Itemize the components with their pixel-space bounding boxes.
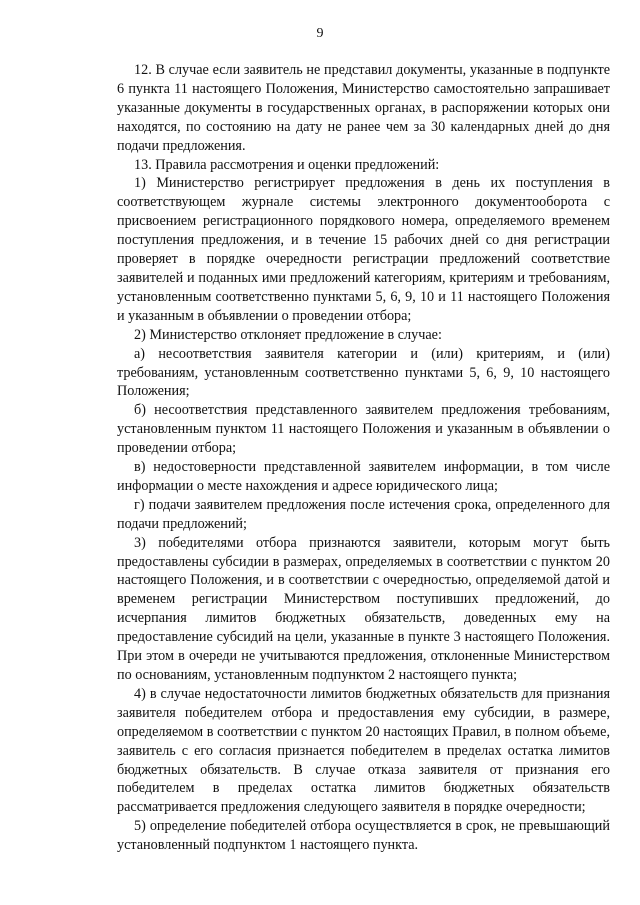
paragraph-13-heading: 13. Правила рассмотрения и оценки предложений: [134,156,440,173]
rejection-reason-b: б) несоответствия представленного заявителем предложения требованиям, установленным пунктом 11 настоящего Положения и указанным в объявлении о проведении отбора; [117,402,610,457]
subitem-2-rejection: 2) Министерство отклоняет предложение в случае: [134,326,442,343]
paragraph-12: 12. В случае если заявитель не представил документы, указанные в подпункте 6 пункта 11 настоящего Положения, Министерство самостоятельно запрашивает указанные документы в государственных органах, в распоряжении которых они находятся, по состоянию на дату не ранее чем за 30 календарных дней до дня подачи предложения. [117,62,610,154]
document-body [117,61,610,855]
rejection-reason-a: а) несоответствия заявителя категории и (или) критериям, и (или) требованиям, установленным соответственно пунктами 5, 6, 9, 10 настоящего Положения; [117,345,610,400]
rejection-reason-v: в) недостоверности представленной заявителем информации, в том числе информации о месте нахождения и адресе юридического лица; [117,459,610,494]
subitem-1-registration: 1) Министерство регистрирует предложения в день их поступления в соответствующем журнале системы электронного документооборота с присвоением регистрационного порядкового номера, определяемого временем поступления предложения, и в течение 15 рабочих дней со дня регистрации проверяет в порядке очередности регистрации предложений соответствие заявителей и поданных ими предложений категориям, критериям и требованиям, установленным соответственно пунктами 5, 6, 9, 10 и 11 настоящего Положения и указанным в объявлении о проведении отбора; [117,175,610,324]
subitem-3-winners: 3) победителями отбора признаются заявители, которым могут быть предоставлены субсидии в размерах, определяемых в соответствии с пунктом 20 настоящего Положения, и в соответствии с очередностью, определяемой датой и временем регистрации Министерством поступивших предложений, до исчерпания лимитов бюджетных обязательств, доведенных ему на предоставление субсидий на цели, указанные в пункте 3 настоящего Положения. При этом в очереди не учитываются предложения, отклоненные Министерством по основаниям, установленным подпунктом 2 настоящего пункта; [117,534,610,683]
subitem-4-insufficient-limits: 4) в случае недостаточности лимитов бюджетных обязательств для признания заявителя победителем отбора и предоставления ему субсидии, в размере, определяемом в соответствии с пунктом 20 настоящих Правил, в полном объеме, заявитель с его согласия признается победителем в пределах остатка лимитов бюджетных обязательств. В случае отказа заявителя от признания его победителем в пределах остатка лимитов бюджетных обязательств рассматривается предложения следующего заявителя в порядке очередности; [117,685,610,816]
rejection-reason-g: г) подачи заявителем предложения после истечения срока, определенного для подачи предложений; [117,496,610,532]
subitem-5-deadline: 5) определение победителей отбора осуществляется в срок, не превышающий установленный подпунктом 1 настоящего пункта. [117,818,610,854]
page-number: 9 [316,26,324,41]
